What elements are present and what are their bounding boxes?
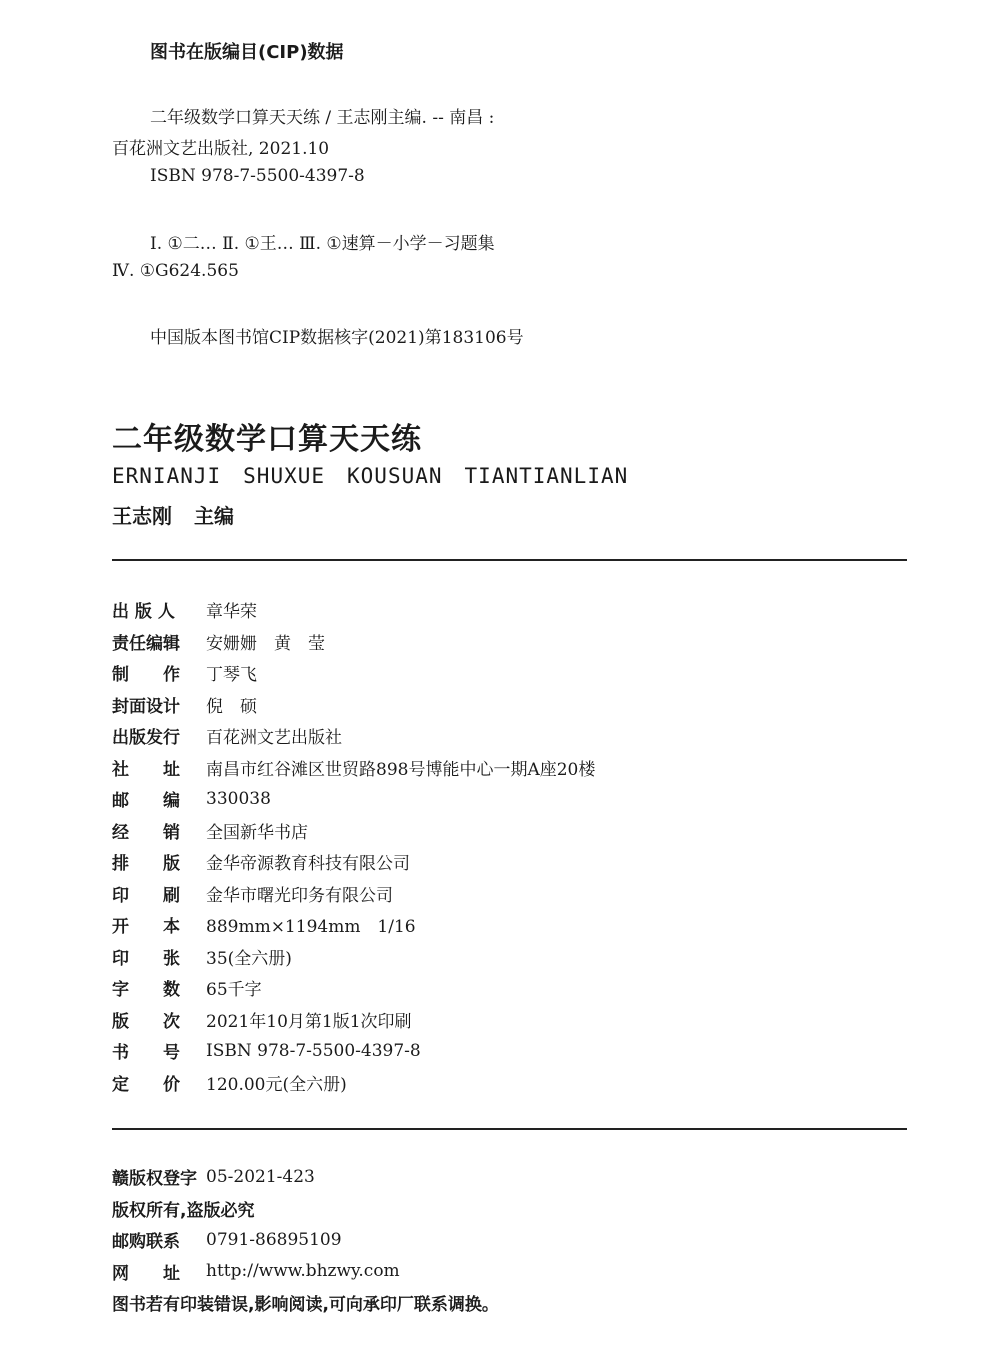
book-title: 二年级数学口算天天练 bbox=[112, 422, 422, 457]
cip-line-4: Ⅰ. ①二… Ⅱ. ①王… Ⅲ. ①速算－小学－习题集 bbox=[150, 234, 495, 254]
editor-role: 主编 bbox=[194, 504, 234, 528]
cip-line-1: 二年级数学口算天天练 / 王志刚主编. -- 南昌 : bbox=[150, 108, 495, 128]
footer-value: 0791-86895109 bbox=[206, 1229, 342, 1250]
website bbox=[112, 1256, 499, 1288]
pinyin-word: KOUSUAN bbox=[347, 464, 443, 488]
info-value: 65千字 bbox=[206, 980, 262, 1001]
info-row bbox=[112, 783, 595, 815]
info-row bbox=[112, 594, 595, 626]
info-row bbox=[112, 972, 595, 1004]
info-value: 倪 硕 bbox=[206, 696, 257, 717]
info-value: 889mm×1194mm 1/16 bbox=[206, 917, 416, 938]
info-label: 排 版 bbox=[112, 854, 180, 875]
info-label: 版 次 bbox=[112, 1011, 180, 1032]
info-value: 全国新华书店 bbox=[206, 822, 308, 843]
info-value: 金华帝源教育科技有限公司 bbox=[206, 854, 410, 875]
pinyin-word: SHUXUE bbox=[243, 464, 326, 488]
info-label: 开 本 bbox=[112, 917, 180, 938]
info-label: 出版发行 bbox=[112, 728, 180, 749]
info-row bbox=[112, 878, 595, 910]
footer-value: 05-2021-423 bbox=[206, 1166, 315, 1187]
pinyin-word: TIANTIANLIAN bbox=[464, 464, 629, 488]
editor-name: 王志刚 bbox=[112, 504, 172, 528]
info-label: 书 号 bbox=[112, 1043, 180, 1064]
info-row bbox=[112, 626, 595, 658]
info-value: 丁琴飞 bbox=[206, 665, 257, 686]
footer-label: 网 址 bbox=[112, 1263, 180, 1284]
info-row bbox=[112, 689, 595, 721]
info-value: ISBN 978-7-5500-4397-8 bbox=[206, 1040, 421, 1061]
info-value: 安姗姗 黄 莹 bbox=[206, 633, 325, 654]
info-label: 字 数 bbox=[112, 980, 180, 1001]
info-label: 定 价 bbox=[112, 1074, 180, 1095]
footer-info bbox=[112, 1161, 499, 1319]
footer-label: 赣版权登字 bbox=[112, 1169, 197, 1190]
publication-info bbox=[112, 594, 595, 1098]
info-label: 出 版 人 bbox=[112, 602, 175, 623]
info-row bbox=[112, 1004, 595, 1036]
info-value: 章华荣 bbox=[206, 602, 257, 623]
info-label: 经 销 bbox=[112, 822, 180, 843]
info-value: 南昌市红谷滩区世贸路898号博能中心一期A座20楼 bbox=[206, 759, 596, 780]
info-label: 制 作 bbox=[112, 665, 180, 686]
cip-heading: 图书在版编目(CIP)数据 bbox=[150, 42, 344, 63]
cip-line-6: 中国版本图书馆CIP数据核字(2021)第183106号 bbox=[150, 328, 524, 348]
rights-notice bbox=[112, 1193, 499, 1225]
pinyin-word: ERNIANJI bbox=[112, 464, 222, 488]
info-value: 35(全六册) bbox=[206, 948, 292, 969]
rights-text: 版权所有,盗版必究 bbox=[112, 1200, 255, 1221]
info-row bbox=[112, 815, 595, 847]
info-value: 2021年10月第1版1次印刷 bbox=[206, 1011, 412, 1032]
editor-credit bbox=[112, 500, 256, 529]
cip-line-2: 百花洲文艺出版社, 2021.10 bbox=[112, 139, 330, 159]
info-row bbox=[112, 1035, 595, 1067]
info-value: 金华市曙光印务有限公司 bbox=[206, 885, 393, 906]
cip-line-3: ISBN 978-7-5500-4397-8 bbox=[150, 166, 365, 186]
book-title-pinyin bbox=[112, 464, 650, 488]
info-label: 责任编辑 bbox=[112, 633, 180, 654]
info-label: 印 刷 bbox=[112, 885, 180, 906]
website-url[interactable]: http://www.bhzwy.com bbox=[206, 1261, 400, 1282]
info-row bbox=[112, 941, 595, 973]
info-value: 百花洲文艺出版社 bbox=[206, 728, 342, 749]
info-label: 封面设计 bbox=[112, 696, 180, 717]
info-row bbox=[112, 846, 595, 878]
notice-text: 图书若有印装错误,影响阅读,可向承印厂联系调换。 bbox=[112, 1295, 499, 1316]
info-label: 邮 编 bbox=[112, 791, 180, 812]
info-row bbox=[112, 909, 595, 941]
info-row bbox=[112, 720, 595, 752]
info-value: 330038 bbox=[206, 788, 271, 809]
info-label: 社 址 bbox=[112, 759, 180, 780]
info-row bbox=[112, 1067, 595, 1099]
divider-bottom bbox=[112, 1128, 907, 1130]
cip-line-5: Ⅳ. ①G624.565 bbox=[112, 261, 239, 281]
copyright-registration bbox=[112, 1161, 499, 1193]
footer-label: 邮购联系 bbox=[112, 1232, 180, 1253]
info-row bbox=[112, 657, 595, 689]
divider-top bbox=[112, 559, 907, 561]
info-row bbox=[112, 752, 595, 784]
info-value: 120.00元(全六册) bbox=[206, 1074, 347, 1095]
info-label: 印 张 bbox=[112, 948, 180, 969]
mail-order-contact bbox=[112, 1224, 499, 1256]
print-error-notice bbox=[112, 1287, 499, 1319]
